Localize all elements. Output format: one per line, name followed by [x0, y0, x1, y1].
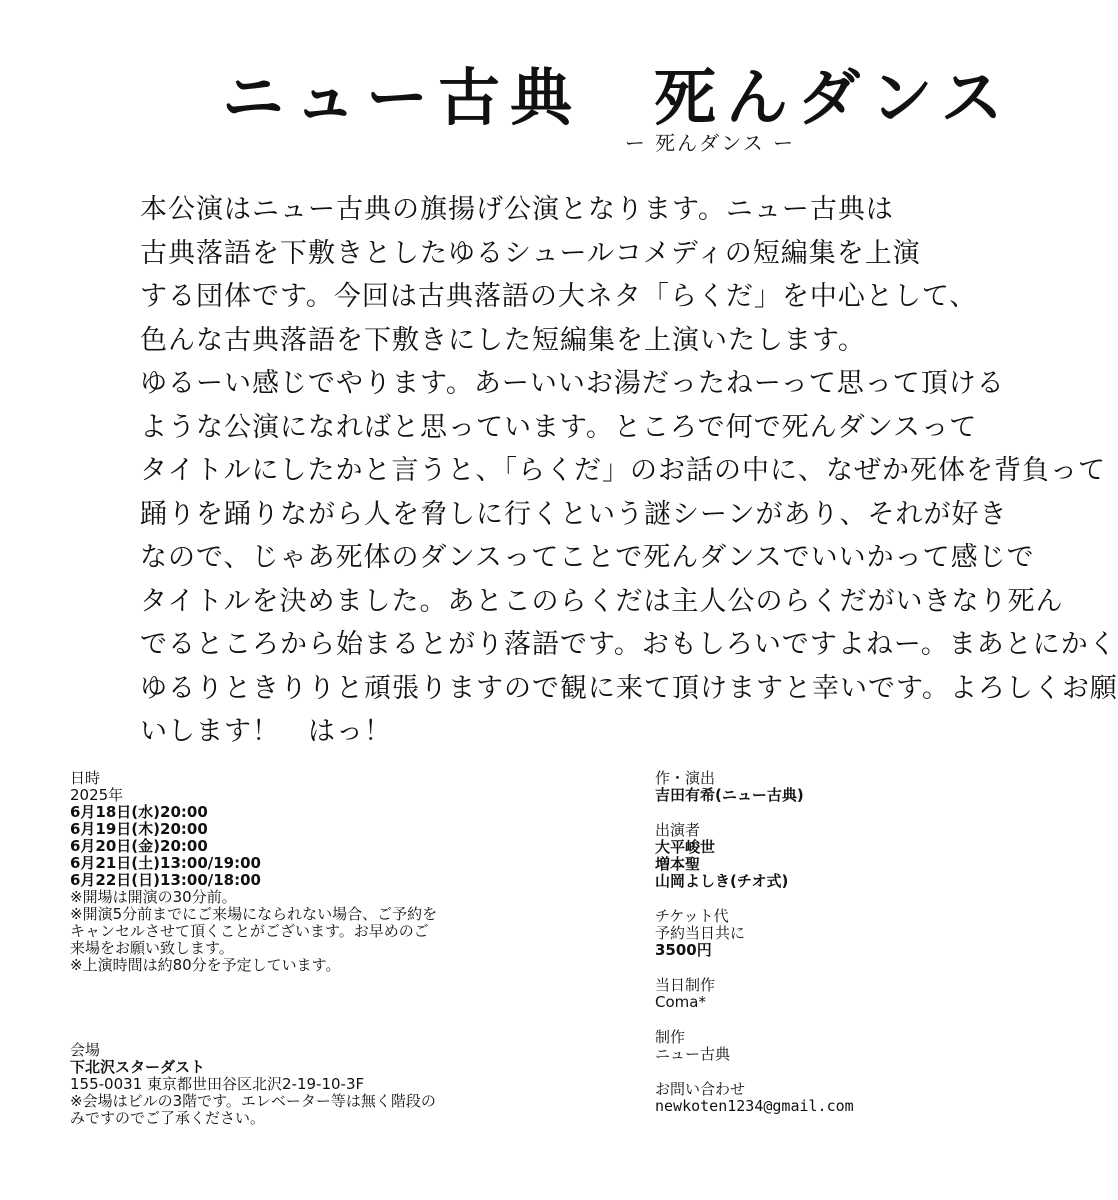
ticket-note: 予約当日共に [655, 924, 746, 942]
venue-address: 155-0031 東京都世田谷区北沢2-19-10-3F [70, 1075, 365, 1093]
schedule-note: ※上演時間は約80分を予定しています。 [70, 956, 341, 974]
cast-member: 山岡よしき(チオ式) [655, 872, 789, 890]
producer-name: ニュー古典 [655, 1045, 731, 1063]
schedule-note: 来場をお願い致します。 [70, 939, 234, 957]
producer-label: 制作 [655, 1028, 686, 1046]
day-staff-label: 当日制作 [655, 976, 716, 994]
schedule-venue-column [70, 770, 570, 1127]
intro-line: 踊りを踊りながら人を脅しに行くという謎シーンがあり、それが好き [140, 498, 1008, 530]
schedule-date: 6月18日(水)20:00 [70, 803, 208, 821]
cast-member: 増本聖 [655, 855, 701, 873]
contact-email[interactable]: newkoten1234@gmail.com [655, 1097, 854, 1115]
intro-line: ゆるりときりりと頑張りますので観に来て頂けますと幸いです。よろしくお願 [140, 672, 1118, 704]
intro-line: する団体です。今回は古典落語の大ネタ「らくだ」を中心として、 [140, 281, 978, 312]
intro-line: 本公演はニュー古典の旗揚げ公演となります。ニュー古典は [140, 194, 894, 225]
cast-label: 出演者 [655, 821, 701, 839]
contact-label: お問い合わせ [655, 1080, 746, 1098]
schedule-note: キャンセルさせて頂くことがございます。お早めのご [70, 922, 429, 940]
flyer-title: ニュー古典 死んダンス [222, 61, 1013, 134]
cast-member: 大平峻世 [655, 838, 716, 856]
schedule-date: 6月19日(木)20:00 [70, 820, 208, 838]
intro-line: でるところから始まるとがり落語です。おもしろいですよねー。まあとにかく [140, 629, 1117, 660]
credits-column [655, 770, 1035, 1115]
intro-line: 古典落語を下敷きとしたゆるシュールコメディの短編集を上演 [140, 237, 921, 269]
intro-line: ゆるーい感じでやります。あーいいお湯だったねーって思って頂ける [140, 368, 1005, 399]
ticket-label: チケット代 [655, 907, 729, 925]
venue-note: みですのでご了承ください。 [70, 1109, 266, 1127]
intro-line: タイトルにしたかと言うと、「らくだ」のお話の中に、なぜか死体を背負って [140, 455, 1106, 486]
venue-name: 下北沢スターダスト [70, 1058, 206, 1076]
schedule-year: 2025年 [70, 786, 124, 804]
writer-name: 吉田有希(ニュー古典) [655, 786, 804, 804]
handwritten-intro [140, 188, 1118, 747]
intro-line: ような公演になればと思っています。ところで何で死んダンスって [140, 411, 978, 443]
intro-line: タイトルを決めました。あとこのらくだは主人公のらくだがいきなり死ん [140, 585, 1064, 617]
venue-note: ※会場はビルの3階です。エレベーター等は無く階段の [70, 1092, 436, 1110]
day-staff-name: Coma* [655, 993, 706, 1011]
writer-label: 作・演出 [655, 769, 716, 787]
flyer-subtitle: ー 死んダンス ー [624, 131, 796, 155]
schedule-note: ※開演5分前までにご来場になられない場合、ご予約を [70, 905, 438, 923]
schedule-date: 6月20日(金)20:00 [70, 837, 208, 855]
intro-line: いします！ はっ！ [140, 716, 392, 747]
venue-label: 会場 [70, 1041, 101, 1059]
intro-line: なので、じゃあ死体のダンスってことで死んダンスでいいかって感じで [140, 542, 1035, 573]
intro-line: 色んな古典落語を下敷きにした短編集を上演いたします。 [140, 324, 866, 356]
ticket-price: 3500円 [655, 941, 712, 959]
schedule-label: 日時 [70, 769, 101, 787]
schedule-date: 6月22日(日)13:00/18:00 [70, 871, 261, 889]
schedule-date: 6月21日(土)13:00/19:00 [70, 854, 261, 872]
schedule-note: ※開場は開演の30分前。 [70, 888, 237, 906]
